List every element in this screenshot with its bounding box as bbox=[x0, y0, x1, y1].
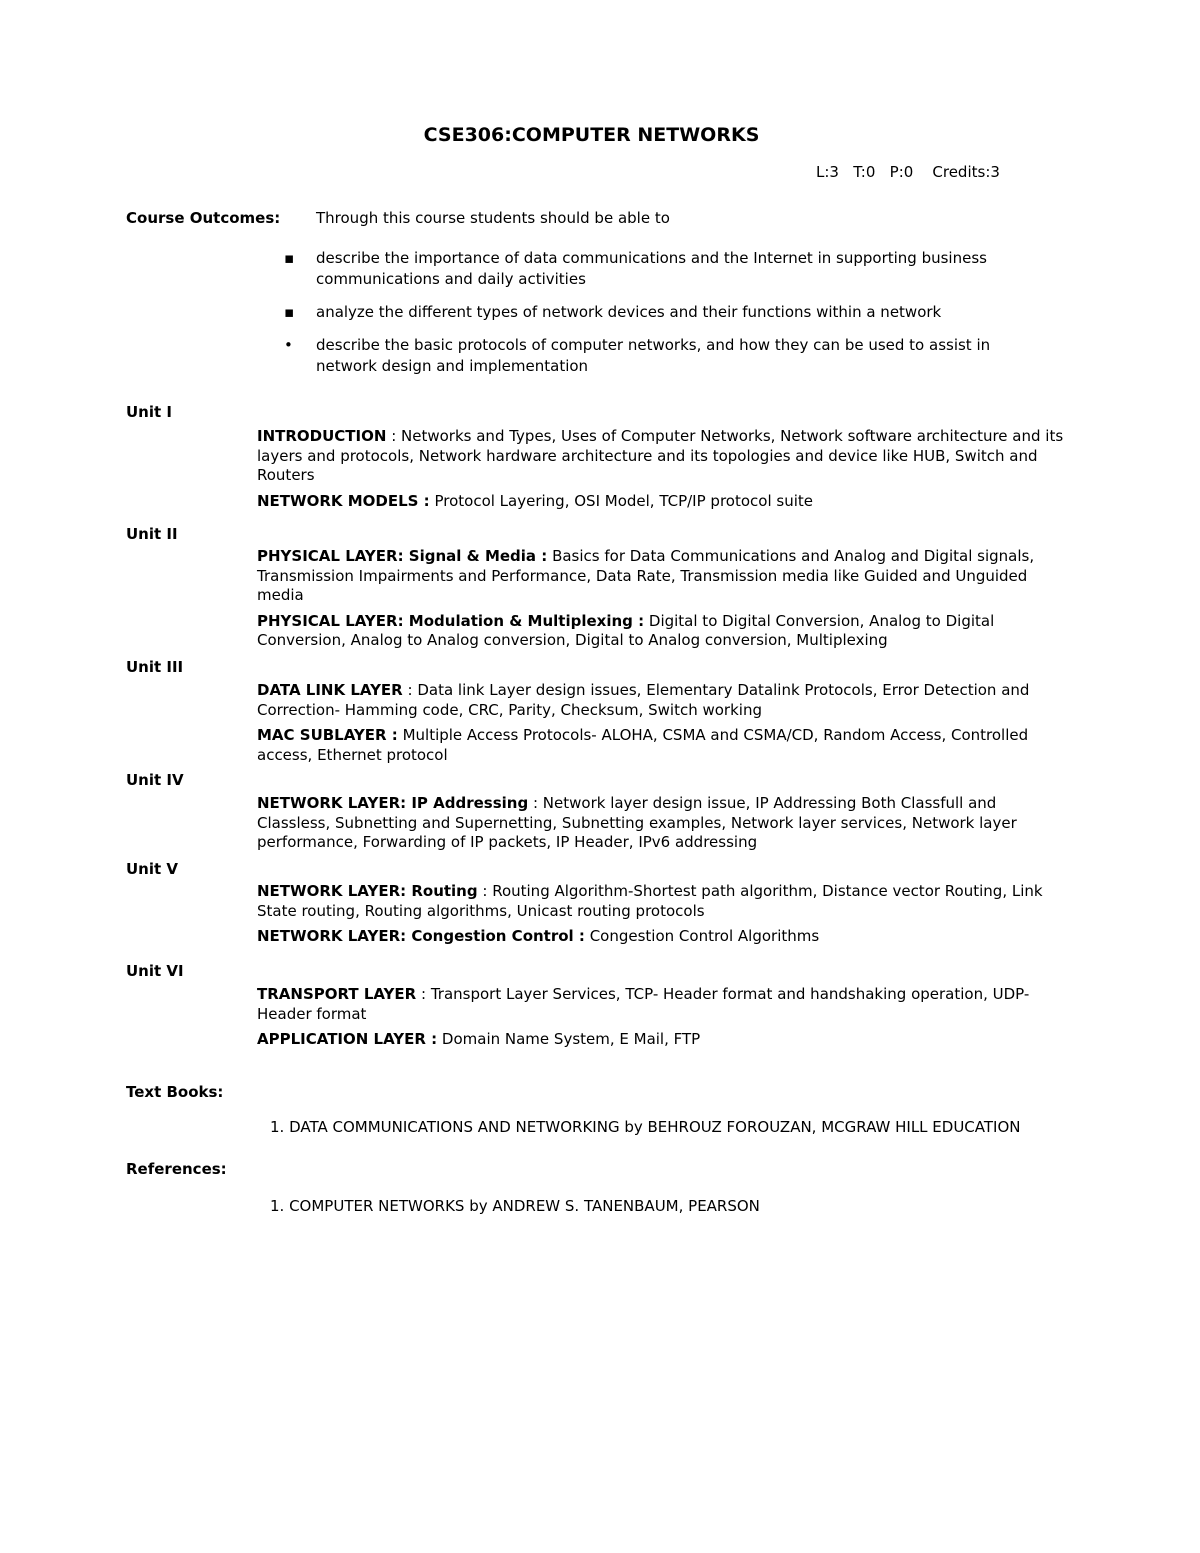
topic: DATA LINK LAYER : Data link Layer design issues, Elementary Datalink Protocols, Error Detection and Correction- Hamming code, CRC, Parity, Checksum, Switch working bbox=[257, 681, 1030, 719]
topic-body: Congestion Control Algorithms bbox=[589, 927, 820, 945]
outcome-text: describe the importance of data communications and the Internet in supporting business communications and daily activities bbox=[316, 249, 987, 288]
credits-line: L:3 T:0 P:0 Credits:3 bbox=[816, 163, 1000, 181]
topic-body: Basics for Data Communications and Analog and Digital signals, Transmission Impairments and Performance, Data Rate, Transmission media like Guided and Unguided media bbox=[257, 547, 1035, 604]
topic bbox=[257, 927, 1067, 947]
topic: NETWORK LAYER: Routing : Routing Algorithm-Shortest path algorithm, Distance vector Routing, Link State routing, Routing algorithms, Unicast routing protocols bbox=[257, 882, 1043, 920]
unit-content bbox=[257, 985, 1067, 1056]
course-outcomes-list bbox=[276, 248, 1046, 389]
topic-body: Multiple Access Protocols- ALOHA, CSMA and CSMA/CD, Random Access, Controlled access, Ethernet protocol bbox=[257, 726, 1029, 764]
topic-body: Digital to Digital Conversion, Analog to Digital Conversion, Analog to Analog conversion, Digital to Analog conversion, Multiplexing bbox=[257, 611, 995, 649]
topic-heading: DATA LINK LAYER bbox=[257, 681, 403, 699]
topic-heading: INTRODUCTION bbox=[257, 427, 387, 445]
topic-heading: NETWORK MODELS : bbox=[257, 491, 430, 510]
text-book-item: 1. DATA COMMUNICATIONS AND NETWORKING by BEHROUZ FOROUZAN, MCGRAW HILL EDUCATION bbox=[270, 1118, 1021, 1136]
topic bbox=[257, 547, 1067, 606]
topic-body: Protocol Layering, OSI Model, TCP/IP protocol suite bbox=[434, 491, 813, 510]
topic-heading: PHYSICAL LAYER: Signal & Media : bbox=[257, 547, 548, 565]
unit-label: Unit IV bbox=[126, 771, 184, 789]
topic-heading: NETWORK LAYER: Congestion Control : bbox=[257, 927, 585, 945]
topic: TRANSPORT LAYER : Transport Layer Services, TCP- Header format and handshaking operation, UDP- Header format bbox=[257, 985, 1030, 1023]
topic-heading: PHYSICAL LAYER: Modulation & Multiplexing : bbox=[257, 611, 645, 630]
topic-body: Network layer design issue, IP Addressing Both Classfull and Classless, Subnetting and Supernetting, Subnetting examples, Network layer services, Network layer performance, Forwarding of IP packets, IP Header, IPv6 addressing bbox=[257, 794, 1017, 851]
unit-content bbox=[257, 882, 1067, 953]
unit-content bbox=[257, 547, 1067, 657]
topic-body: Data link Layer design issues, Elementary Datalink Protocols, Error Detection and Correction- Hamming code, CRC, Parity, Checksum, Switch working bbox=[257, 681, 1030, 719]
topic-heading: NETWORK LAYER: Routing bbox=[257, 882, 478, 900]
outcome-item bbox=[276, 335, 1046, 377]
topic-body: Networks and Types, Uses of Computer Networks, Network software architecture and its layers and protocols, Network hardware architecture and its topologies and device like HUB, Switch and Routers bbox=[257, 427, 1064, 484]
topic-body: Routing Algorithm-Shortest path algorithm, Distance vector Routing, Link State routing, Routing algorithms, Unicast routing protocols bbox=[257, 882, 1043, 920]
topic-heading: MAC SUBLAYER : bbox=[257, 726, 398, 744]
square-bullet-icon: ▪ bbox=[284, 303, 295, 321]
topic-heading: APPLICATION LAYER : bbox=[257, 1030, 438, 1048]
unit-label: Unit II bbox=[126, 525, 178, 543]
square-bullet-icon: ▪ bbox=[284, 249, 295, 267]
unit-content bbox=[257, 681, 1067, 771]
text-books-label: Text Books: bbox=[126, 1083, 224, 1101]
unit-label: Unit III bbox=[126, 658, 184, 676]
topic-body: Domain Name System, E Mail, FTP bbox=[441, 1030, 701, 1048]
topic: NETWORK LAYER: IP Addressing : Network layer design issue, IP Addressing Both Classfull and Classless, Subnetting and Supernetting, Subnetting examples, Network layer services, Network layer performance, Forwarding of IP packets, IP Header, IPv6 addressing bbox=[257, 794, 1017, 851]
unit-label: Unit VI bbox=[126, 962, 184, 980]
outcome-text: describe the basic protocols of computer networks, and how they can be used to assist in network design and implementation bbox=[316, 336, 991, 375]
topic bbox=[257, 612, 1067, 651]
topic-body: Transport Layer Services, TCP- Header format and handshaking operation, UDP- Header format bbox=[257, 985, 1030, 1023]
round-bullet-icon: • bbox=[284, 336, 293, 354]
course-outcomes-intro: Through this course students should be able to bbox=[316, 209, 670, 227]
topic bbox=[257, 726, 1067, 765]
outcome-item bbox=[276, 248, 1046, 290]
unit-content bbox=[257, 794, 1067, 859]
references-label: References: bbox=[126, 1160, 227, 1178]
unit-label: Unit V bbox=[126, 860, 179, 878]
outcome-text: analyze the different types of network devices and their functions within a network bbox=[316, 303, 942, 321]
reference-item: 1. COMPUTER NETWORKS by ANDREW S. TANENBAUM, PEARSON bbox=[270, 1197, 760, 1215]
topic-heading: NETWORK LAYER: IP Addressing bbox=[257, 794, 529, 812]
unit-content bbox=[257, 427, 1067, 517]
topic: INTRODUCTION : Networks and Types, Uses of Computer Networks, Network software architecture and its layers and protocols, Network hardware architecture and its topologies and device like HUB, Switch and Routers bbox=[257, 427, 1064, 484]
outcome-item bbox=[276, 302, 1046, 323]
topic bbox=[257, 492, 1067, 512]
unit-label: Unit I bbox=[126, 403, 172, 421]
topic-heading: TRANSPORT LAYER bbox=[257, 985, 417, 1003]
topic bbox=[257, 1030, 1067, 1050]
course-outcomes-label: Course Outcomes: bbox=[126, 209, 281, 227]
page-title: CSE306:COMPUTER NETWORKS bbox=[423, 124, 760, 146]
